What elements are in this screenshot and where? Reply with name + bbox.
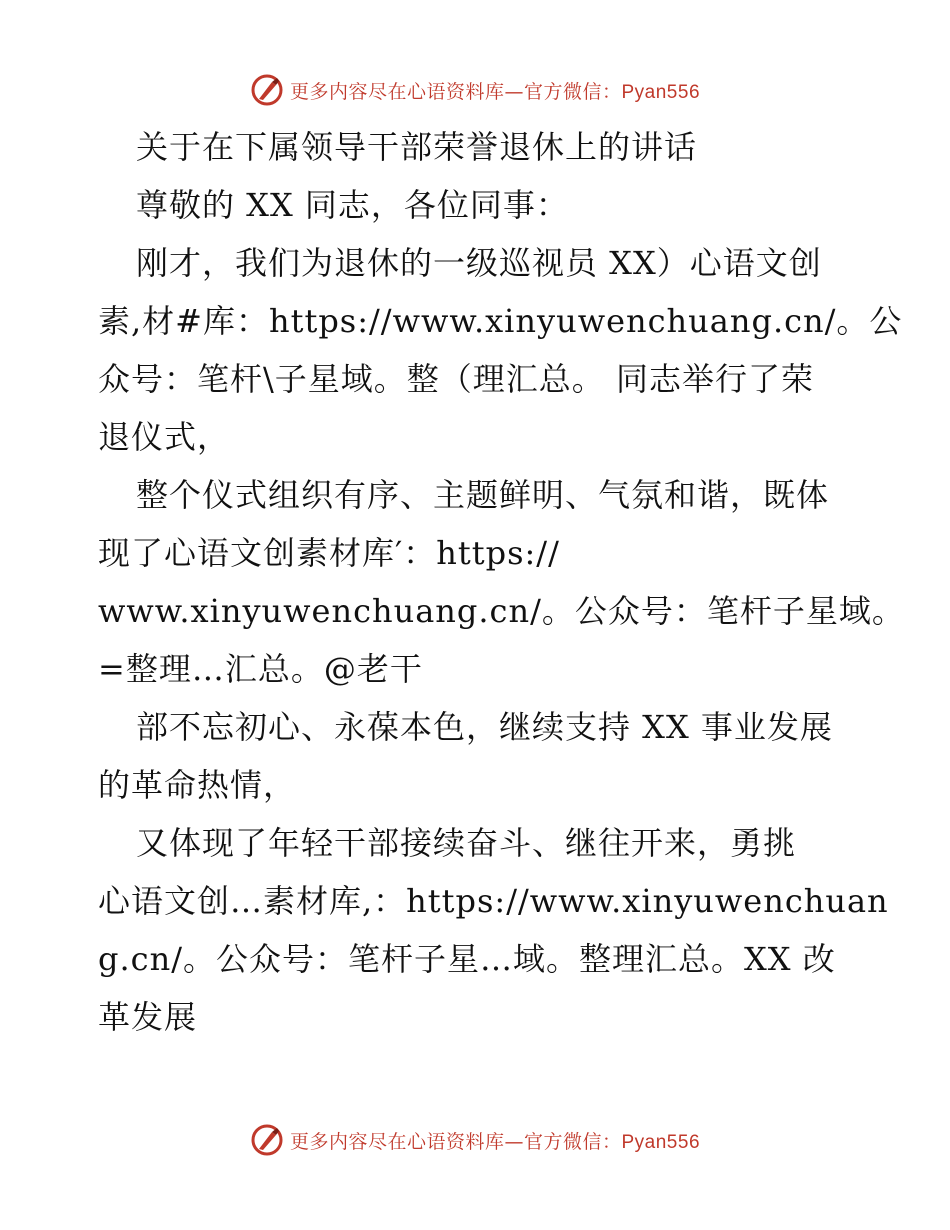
header-banner-text: 更多内容尽在心语资料库—官方微信：Pyan556 <box>289 80 701 103</box>
paragraph-line: 刚才，我们为退休的一级巡视员 XX）心语文创 <box>136 244 822 282</box>
quill-pen-logo-icon <box>250 73 284 107</box>
paragraph-line: 素,材#库：https://www.xinyuwenchuang.cn/。公 <box>98 302 903 340</box>
paragraph-line: 退仪式， <box>98 418 231 456</box>
paragraph-line: 现了心语文创素材库′：https:// <box>98 534 560 572</box>
footer-banner <box>0 1120 950 1160</box>
paragraph-line: 众号：笔杆\子星域。整（理汇总。 同志举行了荣 <box>98 360 814 398</box>
paragraph-line: www.xinyuwenchuang.cn/。公众号：笔杆子星域。 <box>98 592 905 630</box>
paragraph-line: =整理…汇总。@老干 <box>98 650 423 688</box>
paragraph-line: 革发展 <box>98 998 198 1036</box>
document-body <box>98 118 905 1046</box>
paragraph-line: 心语文创…素材库,：https://www.xinyuwenchuan <box>98 882 889 920</box>
salutation: 尊敬的 XX 同志，各位同事： <box>136 186 569 224</box>
paragraph-line: 的革命热情， <box>98 766 297 804</box>
quill-pen-logo-icon <box>250 1123 284 1157</box>
paragraph-line: 整个仪式组织有序、主题鲜明、气氛和谐，既体 <box>136 476 830 514</box>
header-banner <box>0 70 950 110</box>
footer-banner-text: 更多内容尽在心语资料库—官方微信：Pyan556 <box>289 1130 701 1153</box>
paragraph-line: 部不忘初心、永葆本色，继续支持 XX 事业发展 <box>136 708 833 746</box>
document-title: 关于在下属领导干部荣誉退休上的讲话 <box>136 128 698 166</box>
paragraph-line: g.cn/。公众号：笔杆子星…域。整理汇总。XX 改 <box>98 940 836 978</box>
paragraph-line: 又体现了年轻干部接续奋斗、继往开来，勇挑 <box>136 824 797 862</box>
